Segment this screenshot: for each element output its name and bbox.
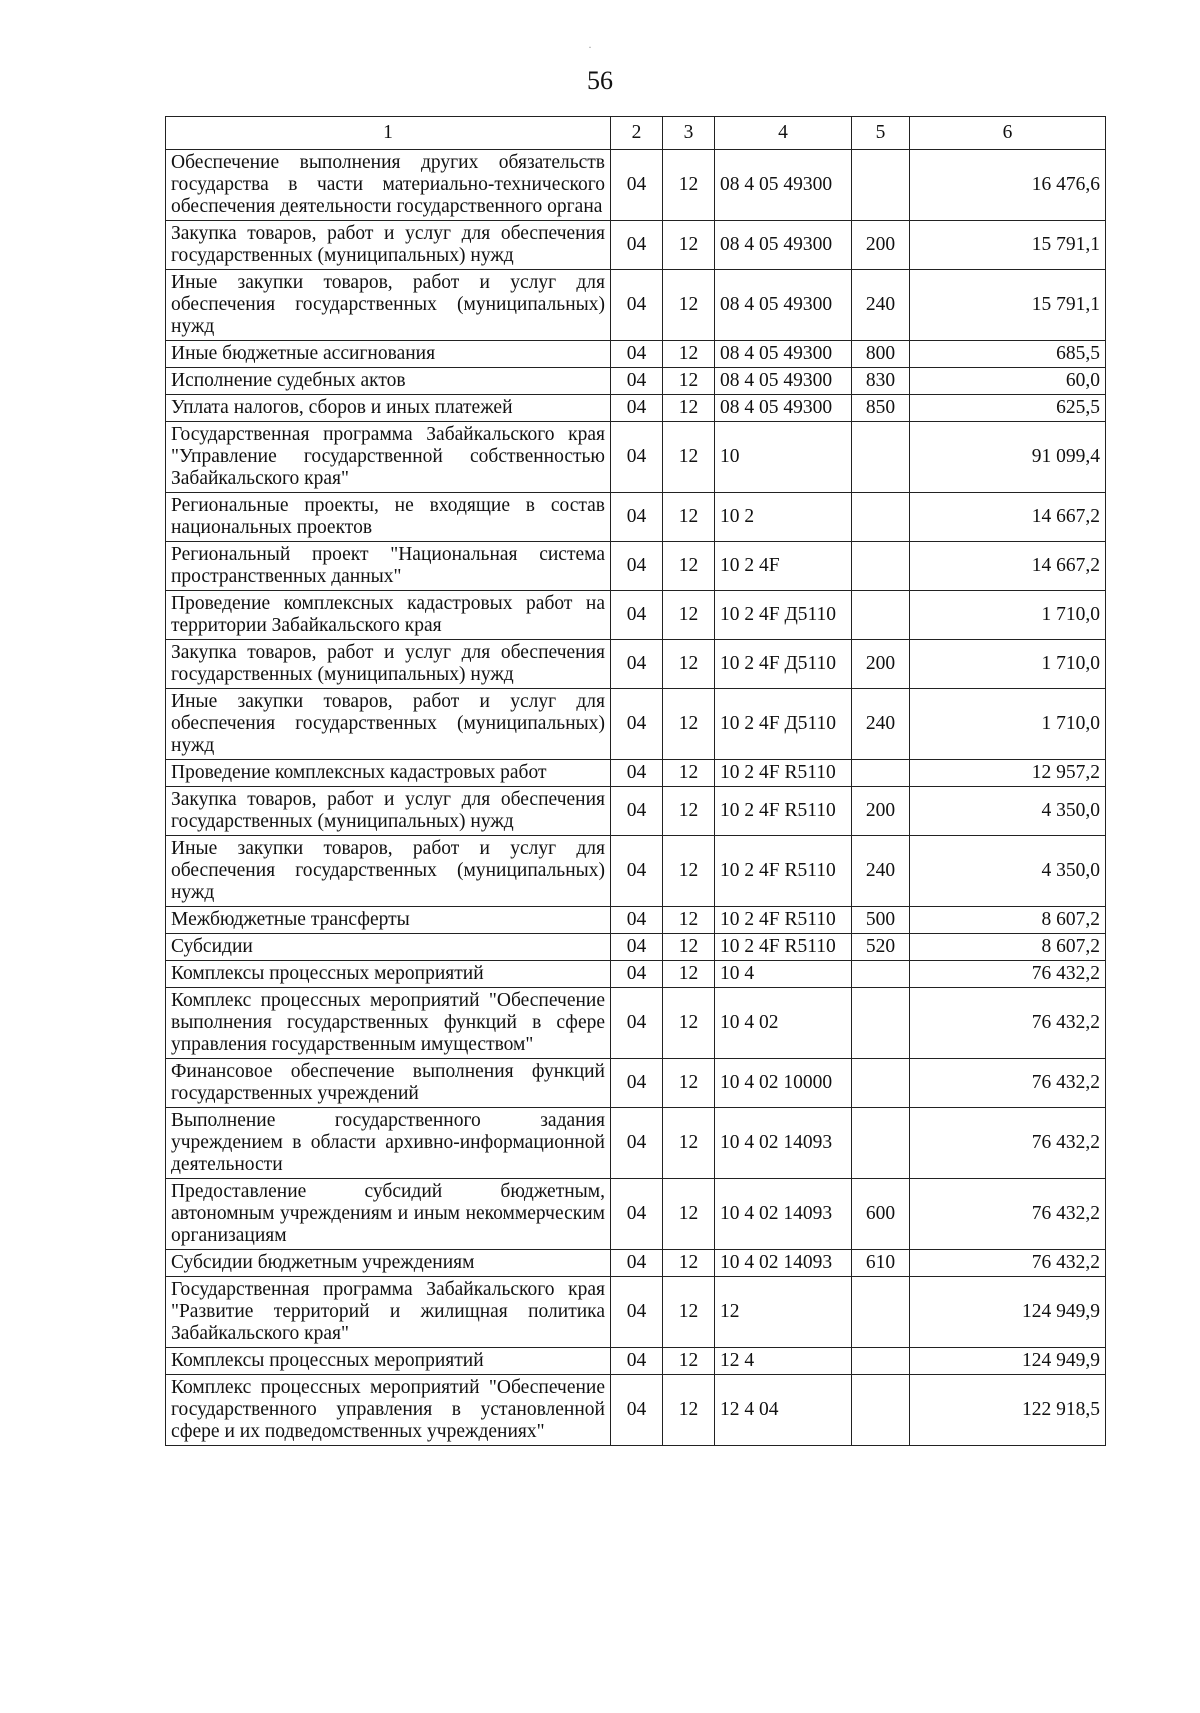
row-subsection: 12 xyxy=(663,907,715,934)
row-section: 04 xyxy=(611,395,663,422)
row-subsection: 12 xyxy=(663,787,715,836)
row-amount: 15 791,1 xyxy=(910,270,1106,341)
row-target-article: 10 2 4F Д5110 xyxy=(715,640,852,689)
row-target-article: 10 2 4F R5110 xyxy=(715,907,852,934)
row-description: Иные закупки товаров, работ и услуг для обеспечения государственных (муниципальных) нужд xyxy=(166,270,611,341)
row-subsection: 12 xyxy=(663,988,715,1059)
row-target-article: 10 2 xyxy=(715,493,852,542)
row-target-article: 10 4 02 14093 xyxy=(715,1108,852,1179)
row-amount: 122 918,5 xyxy=(910,1375,1106,1446)
row-amount: 1 710,0 xyxy=(910,591,1106,640)
row-expense-type xyxy=(852,422,910,493)
row-description: Иные закупки товаров, работ и услуг для обеспечения государственных (муниципальных) нужд xyxy=(166,689,611,760)
row-amount: 1 710,0 xyxy=(910,689,1106,760)
row-section: 04 xyxy=(611,787,663,836)
table-row xyxy=(166,961,1106,988)
row-section: 04 xyxy=(611,341,663,368)
row-amount: 91 099,4 xyxy=(910,422,1106,493)
row-subsection: 12 xyxy=(663,1348,715,1375)
scan-artifact: · xyxy=(588,40,592,54)
row-amount: 124 949,9 xyxy=(910,1277,1106,1348)
row-target-article: 10 4 02 10000 xyxy=(715,1059,852,1108)
row-expense-type xyxy=(852,493,910,542)
row-amount: 14 667,2 xyxy=(910,542,1106,591)
row-amount: 12 957,2 xyxy=(910,760,1106,787)
row-description: Комплексы процессных мероприятий xyxy=(166,961,611,988)
row-target-article: 08 4 05 49300 xyxy=(715,368,852,395)
row-target-article: 10 2 4F R5110 xyxy=(715,934,852,961)
row-section: 04 xyxy=(611,221,663,270)
budget-table xyxy=(165,116,1106,1446)
row-section: 04 xyxy=(611,270,663,341)
row-expense-type xyxy=(852,1059,910,1108)
column-header: 4 xyxy=(715,117,852,150)
row-subsection: 12 xyxy=(663,1250,715,1277)
row-section: 04 xyxy=(611,1250,663,1277)
row-description: Комплекс процессных мероприятий "Обеспечение выполнения государственных функций в сфере управления государственным имуществом" xyxy=(166,988,611,1059)
row-expense-type: 520 xyxy=(852,934,910,961)
row-section: 04 xyxy=(611,493,663,542)
row-amount: 76 432,2 xyxy=(910,961,1106,988)
row-target-article: 08 4 05 49300 xyxy=(715,395,852,422)
row-expense-type: 850 xyxy=(852,395,910,422)
row-expense-type: 800 xyxy=(852,341,910,368)
row-subsection: 12 xyxy=(663,1108,715,1179)
table-row xyxy=(166,1250,1106,1277)
column-header: 3 xyxy=(663,117,715,150)
row-section: 04 xyxy=(611,907,663,934)
table-row xyxy=(166,760,1106,787)
row-target-article: 08 4 05 49300 xyxy=(715,341,852,368)
table-row xyxy=(166,591,1106,640)
row-subsection: 12 xyxy=(663,1059,715,1108)
row-subsection: 12 xyxy=(663,221,715,270)
row-section: 04 xyxy=(611,1375,663,1446)
row-subsection: 12 xyxy=(663,150,715,221)
row-description: Субсидии бюджетным учреждениям xyxy=(166,1250,611,1277)
table-row xyxy=(166,1108,1106,1179)
row-expense-type xyxy=(852,961,910,988)
table-row xyxy=(166,493,1106,542)
row-subsection: 12 xyxy=(663,934,715,961)
row-amount: 76 432,2 xyxy=(910,1179,1106,1250)
column-header: 5 xyxy=(852,117,910,150)
row-section: 04 xyxy=(611,542,663,591)
row-description: Региональный проект "Национальная система пространственных данных" xyxy=(166,542,611,591)
row-description: Выполнение государственного задания учреждением в области архивно-информационной деятельности xyxy=(166,1108,611,1179)
row-amount: 8 607,2 xyxy=(910,907,1106,934)
column-header: 2 xyxy=(611,117,663,150)
row-section: 04 xyxy=(611,640,663,689)
row-target-article: 10 2 4F R5110 xyxy=(715,836,852,907)
row-subsection: 12 xyxy=(663,591,715,640)
row-description: Комплексы процессных мероприятий xyxy=(166,1348,611,1375)
table-row xyxy=(166,422,1106,493)
row-section: 04 xyxy=(611,1277,663,1348)
table-row xyxy=(166,542,1106,591)
row-expense-type: 240 xyxy=(852,689,910,760)
row-section: 04 xyxy=(611,1179,663,1250)
row-expense-type xyxy=(852,542,910,591)
row-expense-type: 830 xyxy=(852,368,910,395)
row-subsection: 12 xyxy=(663,341,715,368)
table-row xyxy=(166,1375,1106,1446)
row-amount: 76 432,2 xyxy=(910,1250,1106,1277)
row-subsection: 12 xyxy=(663,640,715,689)
table-row xyxy=(166,150,1106,221)
row-expense-type xyxy=(852,591,910,640)
row-expense-type xyxy=(852,1108,910,1179)
row-amount: 124 949,9 xyxy=(910,1348,1106,1375)
row-description: Закупка товаров, работ и услуг для обеспечения государственных (муниципальных) нужд xyxy=(166,221,611,270)
table-row xyxy=(166,689,1106,760)
table-row xyxy=(166,1277,1106,1348)
row-target-article: 10 2 4F R5110 xyxy=(715,787,852,836)
row-description: Уплата налогов, сборов и иных платежей xyxy=(166,395,611,422)
row-description: Региональные проекты, не входящие в состав национальных проектов xyxy=(166,493,611,542)
row-subsection: 12 xyxy=(663,1277,715,1348)
row-expense-type: 610 xyxy=(852,1250,910,1277)
row-amount: 685,5 xyxy=(910,341,1106,368)
row-expense-type: 200 xyxy=(852,221,910,270)
row-section: 04 xyxy=(611,150,663,221)
row-target-article: 10 4 02 14093 xyxy=(715,1250,852,1277)
table-row xyxy=(166,368,1106,395)
row-target-article: 12 4 04 xyxy=(715,1375,852,1446)
row-description: Субсидии xyxy=(166,934,611,961)
row-description: Иные бюджетные ассигнования xyxy=(166,341,611,368)
row-subsection: 12 xyxy=(663,270,715,341)
row-expense-type: 500 xyxy=(852,907,910,934)
table-row xyxy=(166,1348,1106,1375)
row-subsection: 12 xyxy=(663,760,715,787)
row-expense-type: 200 xyxy=(852,640,910,689)
row-subsection: 12 xyxy=(663,1179,715,1250)
row-subsection: 12 xyxy=(663,836,715,907)
row-amount: 76 432,2 xyxy=(910,1059,1106,1108)
row-subsection: 12 xyxy=(663,493,715,542)
table-row xyxy=(166,270,1106,341)
row-expense-type: 240 xyxy=(852,270,910,341)
row-section: 04 xyxy=(611,1348,663,1375)
row-description: Иные закупки товаров, работ и услуг для обеспечения государственных (муниципальных) нужд xyxy=(166,836,611,907)
table-row xyxy=(166,934,1106,961)
row-subsection: 12 xyxy=(663,1375,715,1446)
row-subsection: 12 xyxy=(663,542,715,591)
row-description: Государственная программа Забайкальского края "Развитие территорий и жилищная политика Забайкальского края" xyxy=(166,1277,611,1348)
table-row xyxy=(166,1059,1106,1108)
row-subsection: 12 xyxy=(663,422,715,493)
row-expense-type xyxy=(852,988,910,1059)
row-target-article: 12 4 xyxy=(715,1348,852,1375)
row-description: Обеспечение выполнения других обязательств государства в части материально-технического обеспечения деятельности государственного органа xyxy=(166,150,611,221)
table-row xyxy=(166,1179,1106,1250)
row-description: Проведение комплексных кадастровых работ на территории Забайкальского края xyxy=(166,591,611,640)
row-amount: 625,5 xyxy=(910,395,1106,422)
row-target-article: 08 4 05 49300 xyxy=(715,150,852,221)
row-section: 04 xyxy=(611,988,663,1059)
row-target-article: 10 4 02 xyxy=(715,988,852,1059)
row-amount: 4 350,0 xyxy=(910,836,1106,907)
row-expense-type xyxy=(852,760,910,787)
row-expense-type xyxy=(852,150,910,221)
row-subsection: 12 xyxy=(663,689,715,760)
table-row xyxy=(166,988,1106,1059)
row-section: 04 xyxy=(611,934,663,961)
row-expense-type xyxy=(852,1277,910,1348)
table-row xyxy=(166,395,1106,422)
column-header: 6 xyxy=(910,117,1106,150)
table-row xyxy=(166,787,1106,836)
row-section: 04 xyxy=(611,836,663,907)
table-row xyxy=(166,640,1106,689)
row-section: 04 xyxy=(611,1108,663,1179)
row-expense-type: 600 xyxy=(852,1179,910,1250)
row-description: Межбюджетные трансферты xyxy=(166,907,611,934)
row-target-article: 08 4 05 49300 xyxy=(715,270,852,341)
row-target-article: 10 2 4F Д5110 xyxy=(715,689,852,760)
row-description: Закупка товаров, работ и услуг для обеспечения государственных (муниципальных) нужд xyxy=(166,640,611,689)
row-subsection: 12 xyxy=(663,961,715,988)
row-description: Исполнение судебных актов xyxy=(166,368,611,395)
row-section: 04 xyxy=(611,1059,663,1108)
table-header-row xyxy=(166,117,1106,150)
row-section: 04 xyxy=(611,591,663,640)
table-row xyxy=(166,836,1106,907)
row-description: Финансовое обеспечение выполнения функций государственных учреждений xyxy=(166,1059,611,1108)
row-subsection: 12 xyxy=(663,395,715,422)
row-expense-type: 240 xyxy=(852,836,910,907)
row-target-article: 10 2 4F Д5110 xyxy=(715,591,852,640)
row-amount: 60,0 xyxy=(910,368,1106,395)
table-row xyxy=(166,907,1106,934)
row-amount: 15 791,1 xyxy=(910,221,1106,270)
row-amount: 1 710,0 xyxy=(910,640,1106,689)
row-expense-type xyxy=(852,1375,910,1446)
row-target-article: 10 xyxy=(715,422,852,493)
row-target-article: 10 4 02 14093 xyxy=(715,1179,852,1250)
row-section: 04 xyxy=(611,961,663,988)
page-number: 56 xyxy=(587,66,613,95)
row-target-article: 10 4 xyxy=(715,961,852,988)
row-description: Предоставление субсидий бюджетным, автономным учреждениям и иным некоммерческим организациям xyxy=(166,1179,611,1250)
row-section: 04 xyxy=(611,422,663,493)
row-description: Закупка товаров, работ и услуг для обеспечения государственных (муниципальных) нужд xyxy=(166,787,611,836)
row-target-article: 10 2 4F xyxy=(715,542,852,591)
row-description: Комплекс процессных мероприятий "Обеспечение государственного управления в установленной сфере и их подведомственных учреждениях" xyxy=(166,1375,611,1446)
row-description: Проведение комплексных кадастровых работ xyxy=(166,760,611,787)
row-description: Государственная программа Забайкальского края "Управление государственной собственностью Забайкальского края" xyxy=(166,422,611,493)
row-section: 04 xyxy=(611,368,663,395)
row-target-article: 08 4 05 49300 xyxy=(715,221,852,270)
table-row xyxy=(166,221,1106,270)
row-target-article: 10 2 4F R5110 xyxy=(715,760,852,787)
row-section: 04 xyxy=(611,760,663,787)
row-amount: 76 432,2 xyxy=(910,988,1106,1059)
row-section: 04 xyxy=(611,689,663,760)
row-amount: 4 350,0 xyxy=(910,787,1106,836)
row-amount: 16 476,6 xyxy=(910,150,1106,221)
row-amount: 76 432,2 xyxy=(910,1108,1106,1179)
column-header: 1 xyxy=(166,117,611,150)
row-expense-type: 200 xyxy=(852,787,910,836)
row-amount: 8 607,2 xyxy=(910,934,1106,961)
row-amount: 14 667,2 xyxy=(910,493,1106,542)
budget-table-body xyxy=(166,117,1106,1446)
row-subsection: 12 xyxy=(663,368,715,395)
table-row xyxy=(166,341,1106,368)
row-target-article: 12 xyxy=(715,1277,852,1348)
row-expense-type xyxy=(852,1348,910,1375)
